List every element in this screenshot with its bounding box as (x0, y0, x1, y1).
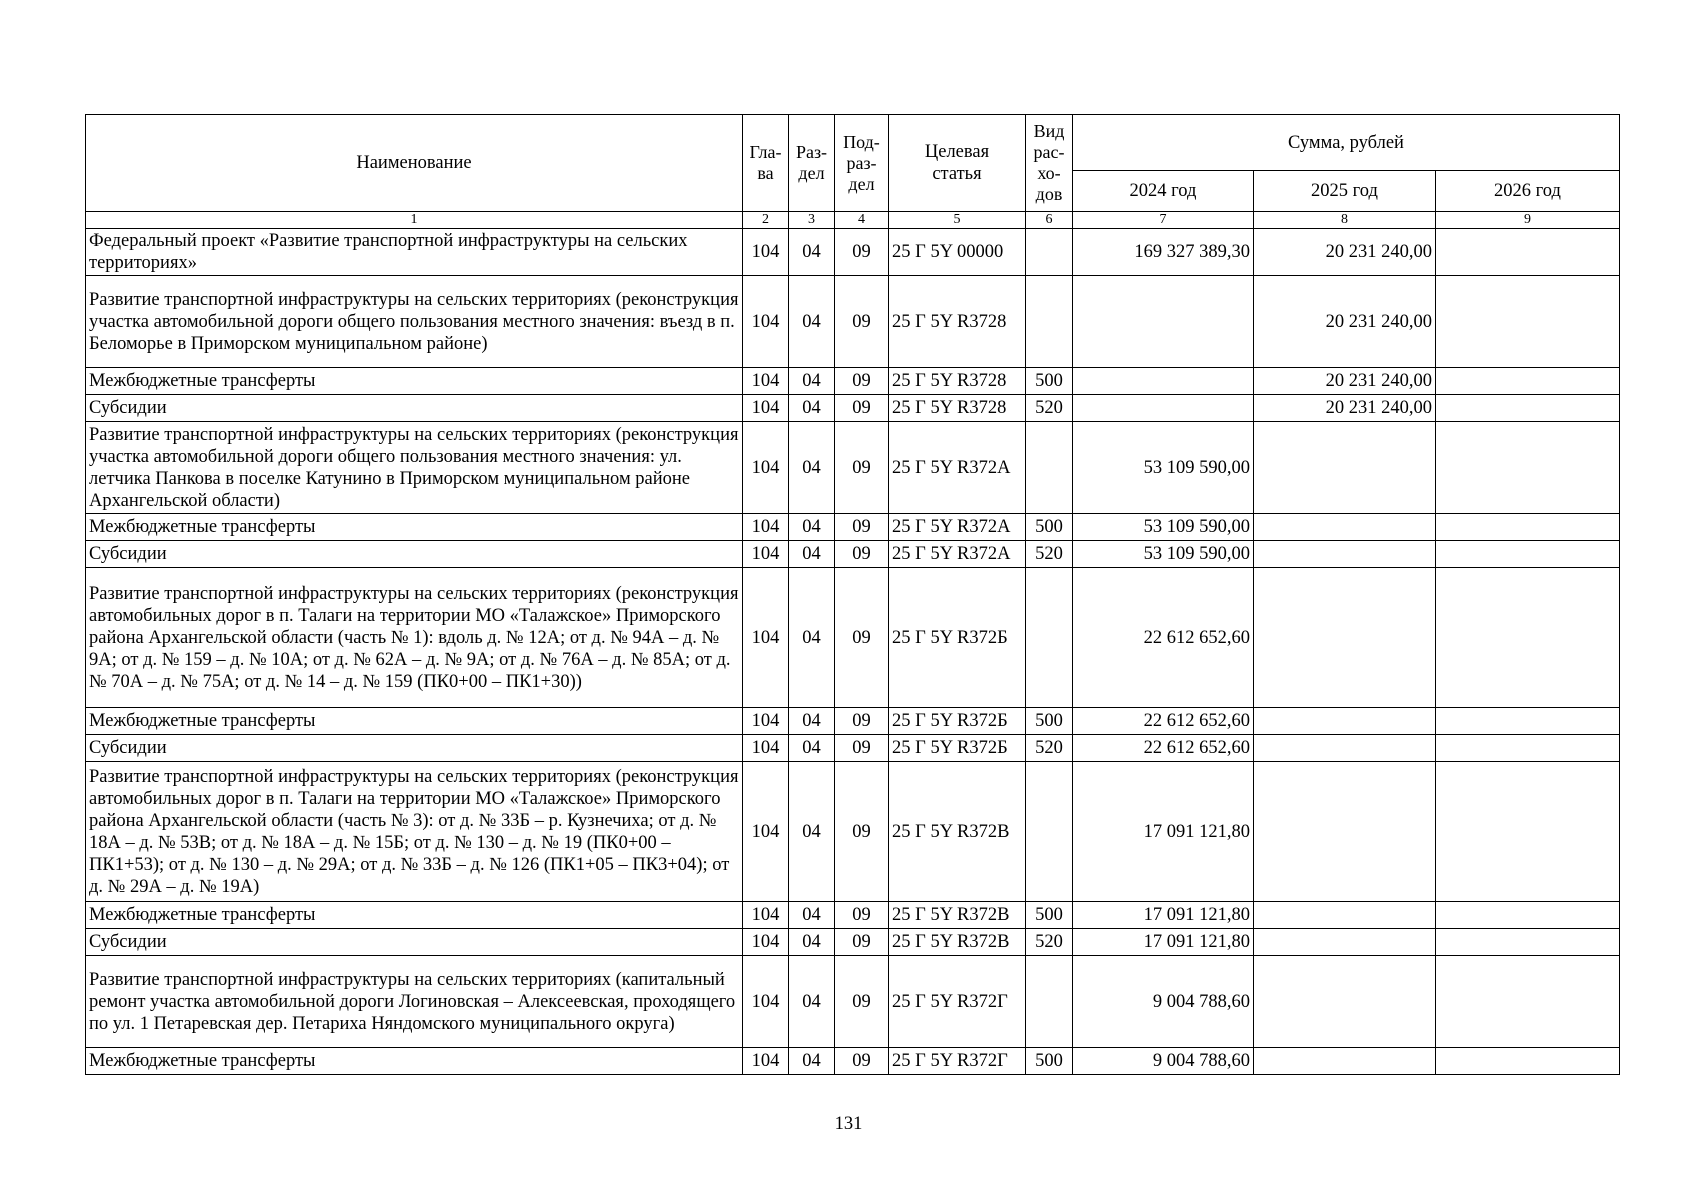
row-chapter: 104 (743, 229, 789, 276)
row-chapter: 104 (743, 1048, 789, 1075)
row-section: 04 (789, 762, 835, 902)
header-target-article: Целевая статья (889, 115, 1026, 212)
table-row (86, 422, 1620, 514)
header-year-2026: 2026 год (1436, 171, 1620, 212)
header-section: Раз- дел (789, 115, 835, 212)
row-expense-type: 520 (1026, 929, 1073, 956)
row-section: 04 (789, 276, 835, 368)
column-number: 4 (835, 212, 889, 229)
header-sum: Сумма, рублей (1073, 115, 1620, 171)
row-amount-2026 (1436, 762, 1620, 902)
row-section: 04 (789, 1048, 835, 1075)
row-target-article: 25 Г 5Y R372Б (889, 735, 1026, 762)
row-target-article: 25 Г 5Y 00000 (889, 229, 1026, 276)
row-subsection: 09 (835, 708, 889, 735)
header-name: Наименование (86, 115, 743, 212)
row-expense-type (1026, 276, 1073, 368)
row-amount-2025 (1254, 762, 1436, 902)
row-expense-type: 520 (1026, 541, 1073, 568)
row-subsection: 09 (835, 229, 889, 276)
row-name: Федеральный проект «Развитие транспортной инфраструктуры на сельских территориях» (86, 229, 743, 276)
row-chapter: 104 (743, 568, 789, 708)
row-name: Развитие транспортной инфраструктуры на сельских территориях (капитальный ремонт участка автомобильной дороги Логиновская – Алексеевская, проходящего по ул. 1 Петаревская дер. Петариха Няндомского муниципального округа) (86, 956, 743, 1048)
row-amount-2025 (1254, 422, 1436, 514)
row-amount-2026 (1436, 708, 1620, 735)
column-number: 9 (1436, 212, 1620, 229)
row-subsection: 09 (835, 422, 889, 514)
row-chapter: 104 (743, 276, 789, 368)
row-expense-type (1026, 422, 1073, 514)
row-amount-2026 (1436, 276, 1620, 368)
column-number: 8 (1254, 212, 1436, 229)
row-subsection: 09 (835, 762, 889, 902)
row-amount-2024 (1073, 368, 1254, 395)
row-chapter: 104 (743, 762, 789, 902)
row-amount-2025: 20 231 240,00 (1254, 368, 1436, 395)
row-amount-2024: 9 004 788,60 (1073, 1048, 1254, 1075)
row-amount-2026 (1436, 902, 1620, 929)
table-row (86, 708, 1620, 735)
row-name: Субсидии (86, 735, 743, 762)
row-chapter: 104 (743, 422, 789, 514)
row-amount-2024: 17 091 121,80 (1073, 762, 1254, 902)
row-amount-2024 (1073, 276, 1254, 368)
row-target-article: 25 Г 5Y R372Г (889, 1048, 1026, 1075)
row-expense-type: 520 (1026, 395, 1073, 422)
row-amount-2026 (1436, 956, 1620, 1048)
row-amount-2026 (1436, 929, 1620, 956)
row-chapter: 104 (743, 541, 789, 568)
column-number: 3 (789, 212, 835, 229)
header-chapter: Гла- ва (743, 115, 789, 212)
row-amount-2025 (1254, 541, 1436, 568)
row-name: Развитие транспортной инфраструктуры на сельских территориях (реконструкция участка автомобильной дороги общего пользования местного значения: ул. летчика Панкова в поселке Катунино в Приморском муниципальном районе Архангельской области) (86, 422, 743, 514)
row-expense-type: 500 (1026, 514, 1073, 541)
row-subsection: 09 (835, 735, 889, 762)
row-section: 04 (789, 956, 835, 1048)
row-target-article: 25 Г 5Y R372Г (889, 956, 1026, 1048)
row-target-article: 25 Г 5Y R372А (889, 541, 1026, 568)
row-chapter: 104 (743, 735, 789, 762)
row-section: 04 (789, 902, 835, 929)
row-amount-2026 (1436, 229, 1620, 276)
row-target-article: 25 Г 5Y R372В (889, 929, 1026, 956)
row-amount-2026 (1436, 541, 1620, 568)
row-amount-2026 (1436, 514, 1620, 541)
row-amount-2026 (1436, 395, 1620, 422)
row-chapter: 104 (743, 929, 789, 956)
row-name: Межбюджетные трансферты (86, 902, 743, 929)
row-amount-2025 (1254, 902, 1436, 929)
row-target-article: 25 Г 5Y R3728 (889, 368, 1026, 395)
row-section: 04 (789, 708, 835, 735)
row-amount-2026 (1436, 1048, 1620, 1075)
row-name: Субсидии (86, 929, 743, 956)
row-section: 04 (789, 568, 835, 708)
row-amount-2024 (1073, 395, 1254, 422)
row-subsection: 09 (835, 514, 889, 541)
table-row (86, 514, 1620, 541)
row-target-article: 25 Г 5Y R372А (889, 422, 1026, 514)
row-section: 04 (789, 422, 835, 514)
row-section: 04 (789, 514, 835, 541)
row-amount-2026 (1436, 368, 1620, 395)
row-chapter: 104 (743, 514, 789, 541)
table-row (86, 276, 1620, 368)
row-subsection: 09 (835, 929, 889, 956)
row-amount-2024: 53 109 590,00 (1073, 514, 1254, 541)
table-row (86, 929, 1620, 956)
row-target-article: 25 Г 5Y R372Б (889, 568, 1026, 708)
table-row (86, 1048, 1620, 1075)
row-subsection: 09 (835, 902, 889, 929)
row-name: Межбюджетные трансферты (86, 708, 743, 735)
page-number: 131 (834, 1114, 863, 1134)
header-subsection: Под- раз- дел (835, 115, 889, 212)
row-target-article: 25 Г 5Y R372В (889, 762, 1026, 902)
row-expense-type (1026, 956, 1073, 1048)
row-expense-type: 520 (1026, 735, 1073, 762)
row-expense-type: 500 (1026, 708, 1073, 735)
table-row (86, 395, 1620, 422)
column-numbers-row (86, 212, 1620, 229)
row-target-article: 25 Г 5Y R372В (889, 902, 1026, 929)
row-subsection: 09 (835, 1048, 889, 1075)
row-name: Субсидии (86, 395, 743, 422)
row-name: Межбюджетные трансферты (86, 1048, 743, 1075)
row-amount-2026 (1436, 422, 1620, 514)
column-number: 7 (1073, 212, 1254, 229)
row-target-article: 25 Г 5Y R3728 (889, 276, 1026, 368)
row-section: 04 (789, 735, 835, 762)
column-number: 5 (889, 212, 1026, 229)
row-expense-type: 500 (1026, 902, 1073, 929)
row-expense-type: 500 (1026, 1048, 1073, 1075)
header-year-2025: 2025 год (1254, 171, 1436, 212)
table-row (86, 735, 1620, 762)
row-amount-2024: 53 109 590,00 (1073, 422, 1254, 514)
row-section: 04 (789, 929, 835, 956)
row-amount-2025 (1254, 708, 1436, 735)
row-chapter: 104 (743, 902, 789, 929)
row-amount-2025 (1254, 929, 1436, 956)
row-amount-2024: 169 327 389,30 (1073, 229, 1254, 276)
row-amount-2025 (1254, 1048, 1436, 1075)
row-amount-2024: 22 612 652,60 (1073, 568, 1254, 708)
row-amount-2026 (1436, 735, 1620, 762)
row-name: Межбюджетные трансферты (86, 514, 743, 541)
budget-table (85, 114, 1620, 1075)
row-expense-type (1026, 229, 1073, 276)
row-amount-2024: 17 091 121,80 (1073, 902, 1254, 929)
row-subsection: 09 (835, 395, 889, 422)
header-expense-type: Вид рас- хо- дов (1026, 115, 1073, 212)
row-amount-2025 (1254, 735, 1436, 762)
row-expense-type (1026, 568, 1073, 708)
row-amount-2024: 22 612 652,60 (1073, 735, 1254, 762)
row-subsection: 09 (835, 276, 889, 368)
column-number: 6 (1026, 212, 1073, 229)
column-number: 1 (86, 212, 743, 229)
table-row (86, 568, 1620, 708)
row-target-article: 25 Г 5Y R372Б (889, 708, 1026, 735)
row-subsection: 09 (835, 368, 889, 395)
row-target-article: 25 Г 5Y R372А (889, 514, 1026, 541)
row-amount-2024: 22 612 652,60 (1073, 708, 1254, 735)
row-name: Развитие транспортной инфраструктуры на сельских территориях (реконструкция участка автомобильной дороги общего пользования местного значения: въезд в п. Беломорье в Приморском муниципальном районе) (86, 276, 743, 368)
table-row (86, 229, 1620, 276)
row-chapter: 104 (743, 956, 789, 1048)
row-amount-2024: 53 109 590,00 (1073, 541, 1254, 568)
table-row (86, 541, 1620, 568)
row-chapter: 104 (743, 395, 789, 422)
row-subsection: 09 (835, 956, 889, 1048)
row-section: 04 (789, 229, 835, 276)
row-section: 04 (789, 395, 835, 422)
row-name: Субсидии (86, 541, 743, 568)
row-expense-type: 500 (1026, 368, 1073, 395)
row-subsection: 09 (835, 568, 889, 708)
row-amount-2025: 20 231 240,00 (1254, 395, 1436, 422)
row-amount-2025: 20 231 240,00 (1254, 229, 1436, 276)
row-amount-2025 (1254, 514, 1436, 541)
row-chapter: 104 (743, 708, 789, 735)
row-amount-2025 (1254, 956, 1436, 1048)
header-year-2024: 2024 год (1073, 171, 1254, 212)
row-amount-2025: 20 231 240,00 (1254, 276, 1436, 368)
row-subsection: 09 (835, 541, 889, 568)
table-row (86, 902, 1620, 929)
row-name: Развитие транспортной инфраструктуры на сельских территориях (реконструкция автомобильных дорог в п. Талаги на территории МО «Талажское» Приморского района Архангельской области (часть № 1): вдоль д. № 12А; от д. № 94А – д. № 9А; от д. № 159 – д. № 10А; от д. № 62А – д. № 9А; от д. № 76А – д. № 85А; от д. № 70А – д. № 75А; от д. № 14 – д. № 159 (ПК0+00 – ПК1+30)) (86, 568, 743, 708)
row-section: 04 (789, 541, 835, 568)
row-target-article: 25 Г 5Y R3728 (889, 395, 1026, 422)
row-name: Межбюджетные трансферты (86, 368, 743, 395)
table-row (86, 368, 1620, 395)
table-row (86, 956, 1620, 1048)
row-amount-2024: 9 004 788,60 (1073, 956, 1254, 1048)
row-section: 04 (789, 368, 835, 395)
table-row (86, 762, 1620, 902)
row-amount-2026 (1436, 568, 1620, 708)
row-amount-2025 (1254, 568, 1436, 708)
row-amount-2024: 17 091 121,80 (1073, 929, 1254, 956)
row-chapter: 104 (743, 368, 789, 395)
row-expense-type (1026, 762, 1073, 902)
row-name: Развитие транспортной инфраструктуры на сельских территориях (реконструкция автомобильных дорог в п. Талаги на территории МО «Талажское» Приморского района Архангельской области (часть № 3): от д. № 33Б – р. Кузнечиха; от д. № 18А – д. № 53В; от д. № 18А – д. № 15Б; от д. № 130 – д. № 19 (ПК0+00 – ПК1+53); от д. № 130 – д. № 29А; от д. № 33Б – д. № 126 (ПК1+05 – ПК3+04); от д. № 29А – д. № 19А) (86, 762, 743, 902)
column-number: 2 (743, 212, 789, 229)
